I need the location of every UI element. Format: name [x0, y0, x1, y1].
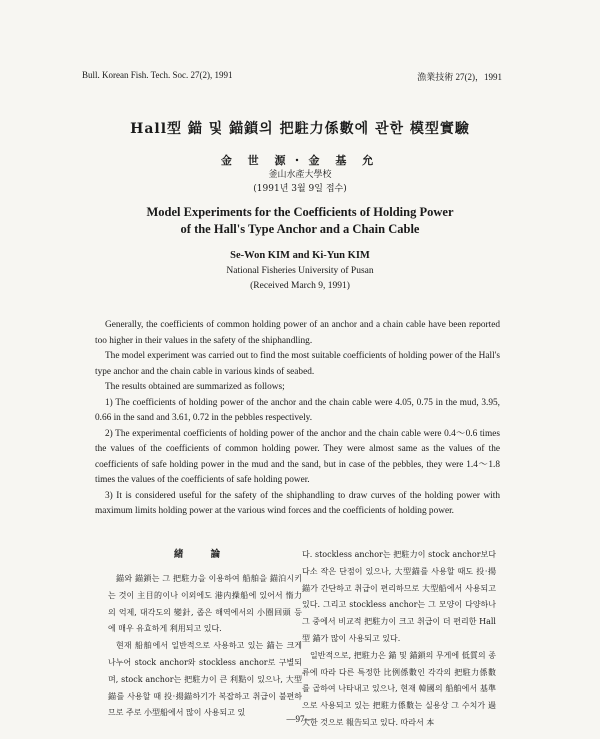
page-number: —97—	[286, 714, 314, 724]
section-heading-introduction: 緒 論	[173, 549, 233, 560]
korean-received-date: (1991년 3월 9일 접수)	[253, 184, 347, 194]
journal-citation-header: Bull. Korean Fish. Tech. Soc. 27(2), 1991	[82, 70, 233, 80]
body-paragraph: 다. stockless anchor는 把駐力이 stock anchor보다 다소 작은 단점이 있으나, 大型錨를 사용할 때도 投·揚錨가 간단하고 취급이 편리하므로 大型船에서 사용되고 있다. 그리고 stockless anchor는 그 모양이 다양하나 그 중에서 비교적 把駐力이 크고 취급이 더 편리한 Hall型 錨가 많이 사용되고 있다.	[302, 550, 496, 643]
abstract	[95, 318, 500, 520]
abstract-paragraph: 2) The experimental coefficients of holding power of the anchor and the chain cable were 0.4～0.6 times the values of the coefficients of common holding power. They were almost same as the values of the coefficients of safe holding power in the mud and the sand, but in case of the pebbles, they were 1.4～1.8 times the values of the coefficients of safe holding power.	[95, 428, 500, 485]
abstract-paragraph: 3) It is considered useful for the safety of the shiphandling to draw curves of the holding power with maximum limits holding power at the various wind forces and the coefficients of holding power.	[95, 490, 500, 516]
body-paragraph: 일반적으로, 把駐力은 錨 및 錨鎖의 무게에 低質의 종류에 따라 다른 특정한 比例係數인 각각의 把駐力係數를 곱하여 나타내고 있으나, 현재 韓國의 船舶에서 基準으로 사용되고 있는 把駐力係數는 실용상 그 수치가 過大한 것으로 報告되고 있다. 따라서 本	[302, 650, 496, 727]
journal-citation-header-korean: 漁業技術 27(2)，1991	[417, 72, 502, 82]
abstract-paragraph: Generally, the coefficients of common holding power of an anchor and a chain cable have been reported too higher in their values in the safety of the shiphandling.	[95, 320, 500, 346]
korean-title: Hall型 錨 및 錨鎖의 把駐力係數에 관한 模型實驗	[130, 121, 470, 137]
english-received-date: (Received March 9, 1991)	[250, 281, 350, 291]
body-paragraph: 錨와 錨鎖는 그 把駐力을 이용하여 船舶을 錨泊시키는 것이 主目的이나 이외에도 港内操船에 있어서 惰力의 억제, 대각도의 變針, 좁은 해역에서의 小圈回頭 등에 매우 유효하게 利用되고 있다.	[108, 574, 302, 634]
body-column-left	[108, 571, 302, 722]
english-affiliation: National Fisheries University of Pusan	[226, 266, 374, 276]
abstract-paragraph: The results obtained are summarized as follows;	[105, 382, 285, 392]
body-column-right	[302, 547, 496, 732]
korean-affiliation: 釜山水產大學校	[268, 170, 332, 180]
english-authors: Se-Won KIM and Ki-Yun KIM	[230, 250, 370, 261]
abstract-paragraph: 1) The coefficients of holding power of the anchor and the chain cable were 4.05, 0.75 in the mud, 3.95, 0.66 in the sand and 3.61, 0.72 in the pebbles respectively.	[95, 397, 500, 423]
english-title-line1: Model Experiments for the Coefficients of Holding Power	[146, 205, 454, 219]
body-paragraph: 현재 船舶에서 일반적으로 사용하고 있는 錨는 크게 나누어 stock anchor와 stockless anchor로 구별되며, stock anchor는 把駐力이 큰 利點이 있으나, 大型錨를 사용할 때 投·揚錨하기가 복잡하고 취급이 불편하므로 주로 小型船에서 많이 사용되고 있	[108, 641, 302, 718]
english-title-line2: of the Hall's Type Anchor and a Chain Cable	[180, 222, 420, 236]
abstract-paragraph: The model experiment was carried out to find the most suitable coefficients of holding power of the Hall's type anchor and the chain cable in various kinds of seabed.	[95, 351, 500, 377]
korean-authors: 金 世 源・金 基 允	[220, 154, 380, 167]
